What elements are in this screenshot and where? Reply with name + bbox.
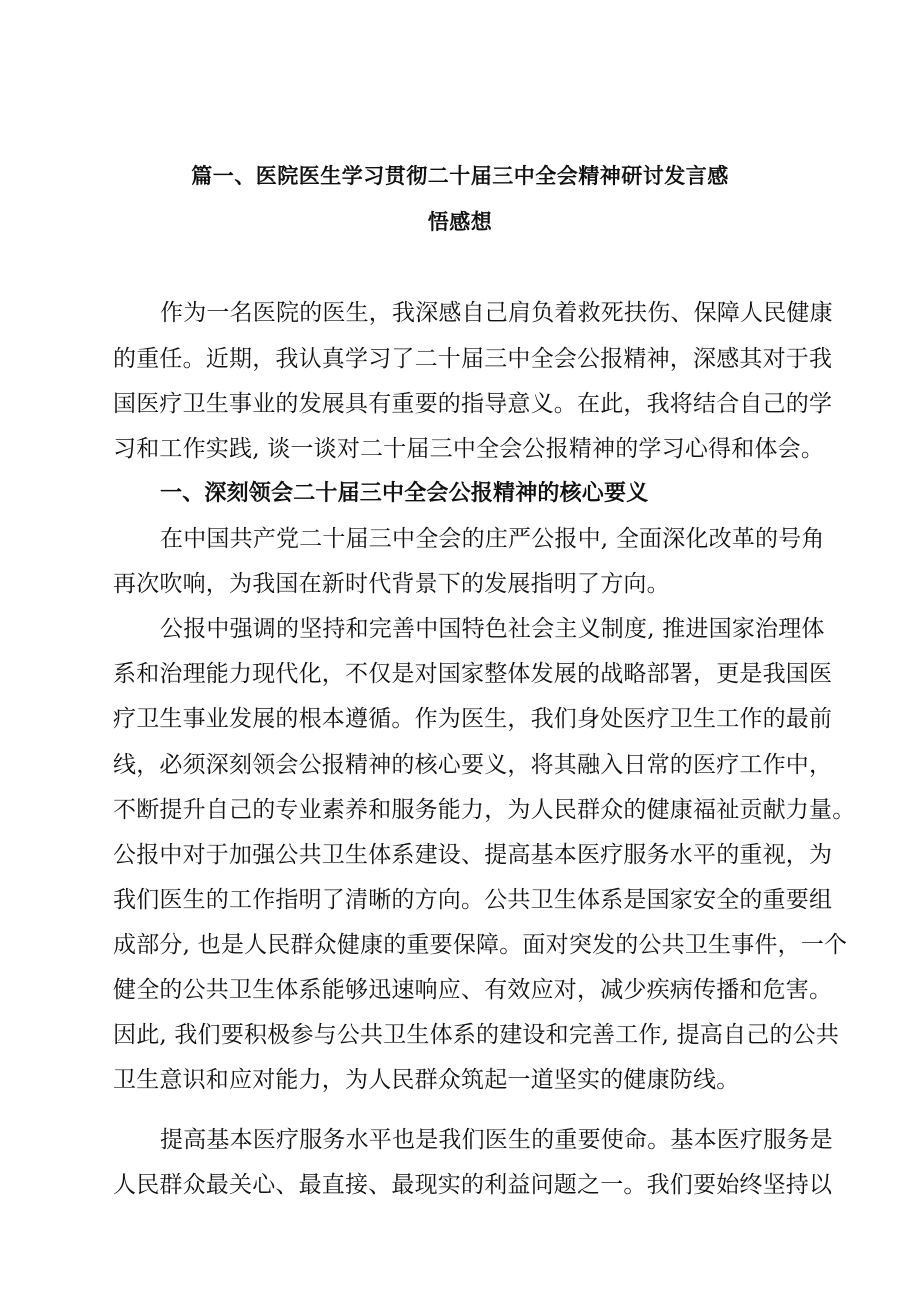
document-title-line-1: 篇一、医院医生学习贯彻二十届三中全会精神研讨发言感 bbox=[191, 164, 729, 188]
paragraph-line: 习和工作实践, 谈一谈对二十届三中全会公报精神的学习心得和体会。 bbox=[113, 436, 825, 462]
paragraph-line: 公报中强调的坚持和完善中国特色社会主义制度, 推进国家治理体 bbox=[160, 616, 825, 642]
paragraph-line: 人民群众最关心、最直接、最现实的利益问题之一。我们要始终坚持以 bbox=[113, 1172, 833, 1198]
paragraph-line: 因此, 我们要积极参与公共卫生体系的建设和完善工作, 提高自己的公共 bbox=[113, 1022, 840, 1048]
paragraph-line: 的重任。近期，我认真学习了二十届三中全会公报精神，深感其对于我 bbox=[113, 346, 833, 372]
paragraph-line: 再次吹响，为我国在新时代背景下的发展指明了方向。 bbox=[113, 571, 670, 597]
paragraph-line: 提高基本医疗服务水平也是我们医生的重要使命。基本医疗服务是 bbox=[160, 1127, 833, 1153]
paragraph-line: 在中国共产党二十届三中全会的庄严公报中, 全面深化改革的号角 bbox=[160, 526, 825, 552]
section-heading: 一、深刻领会二十届三中全会公报精神的核心要义 bbox=[160, 481, 649, 506]
paragraph-line: 卫生意识和应对能力，为人民群众筑起一道坚实的健康防线。 bbox=[113, 1067, 740, 1093]
document-title-line-2: 悟感想 bbox=[427, 210, 493, 234]
paragraph-line: 健全的公共卫生体系能够迅速响应、有效应对，减少疾病传播和危害。 bbox=[113, 977, 833, 1003]
paragraph-line: 系和治理能力现代化，不仅是对国家整体发展的战略部署，更是我国医 bbox=[113, 661, 833, 687]
paragraph-line: 疗卫生事业发展的根本遵循。作为医生，我们身处医疗卫生工作的最前 bbox=[113, 706, 833, 732]
paragraph-line: 线，必须深刻领会公报精神的核心要义，将其融入日常的医疗工作中， bbox=[113, 752, 833, 778]
paragraph-line: 国医疗卫生事业的发展具有重要的指导意义。在此，我将结合自己的学 bbox=[113, 391, 833, 417]
paragraph-line: 我们医生的工作指明了清晰的方向。公共卫生体系是国家安全的重要组 bbox=[113, 887, 833, 913]
paragraph-line: 作为一名医院的医生，我深感自己肩负着救死扶伤、保障人民健康 bbox=[160, 300, 833, 326]
paragraph-line: 不断提升自己的专业素养和服务能力，为人民群众的健康福祉贡献力量。 bbox=[113, 797, 856, 823]
paragraph-line: 成部分, 也是人民群众健康的重要保障。面对突发的公共卫生事件，一个 bbox=[113, 932, 848, 958]
paragraph-line: 公报中对于加强公共卫生体系建设、提高基本医疗服务水平的重视，为 bbox=[113, 842, 833, 868]
